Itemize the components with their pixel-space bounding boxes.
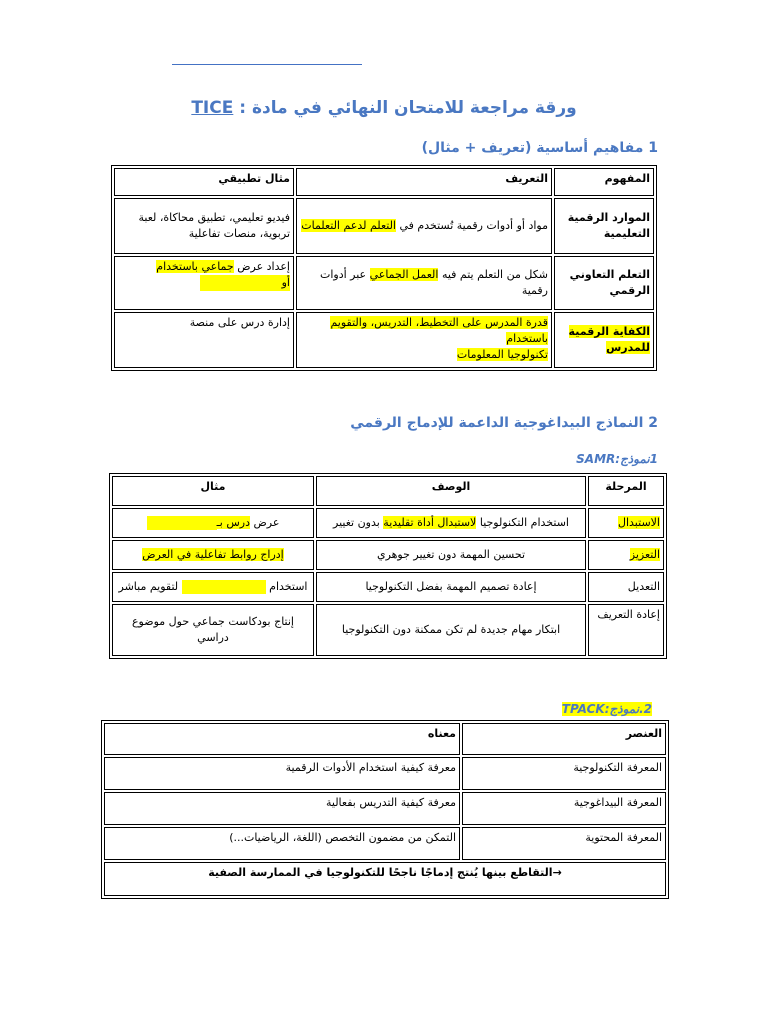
example-cell: إدارة درس على منصة xyxy=(114,312,294,368)
table-row xyxy=(112,604,664,656)
definition-highlight: العمل الجماعي xyxy=(369,268,439,281)
table-header-row xyxy=(114,168,654,196)
definition-cell xyxy=(296,256,552,310)
top-rule xyxy=(172,64,362,65)
table-row xyxy=(114,198,654,254)
meaning-cell: معرفة كيفية استخدام الأدوات الرقمية xyxy=(104,757,460,790)
description-cell: تحسين المهمة دون تغيير جوهري xyxy=(316,540,586,570)
example-text: عرض xyxy=(249,516,280,529)
table-footer-row xyxy=(104,862,666,896)
definition-text: مواد أو أدوات رقمية تُستخدم في xyxy=(395,219,548,232)
col-description: الوصف xyxy=(316,476,586,506)
footer-cell: →التقاطع بينها يُنتج إدماجًا ناجحًا للتكنولوجيا في الممارسة الصفية xyxy=(104,862,666,896)
definition-text: شكل من التعلم يتم فيه xyxy=(438,268,548,281)
example-highlight: إدراج روابط تفاعلية في العرض xyxy=(142,548,284,561)
page-title xyxy=(0,98,768,118)
example-cell xyxy=(112,540,314,570)
samr-label: 1نموذج:SAMR xyxy=(576,452,658,466)
example-highlight: جماعي باستخدام xyxy=(156,260,234,273)
table-row xyxy=(114,256,654,310)
table-row xyxy=(104,757,666,790)
section1-heading: 1 مفاهيم أساسية (تعريف + مثال) xyxy=(421,140,658,156)
table-row xyxy=(112,572,664,602)
col-example: مثال تطبيقي xyxy=(114,168,294,196)
definition-highlight: قدرة المدرس على التخطيط، التدريس، والتقويم باستخدام xyxy=(330,316,548,345)
col-definition: التعريف xyxy=(296,168,552,196)
concept-cell: الموارد الرقمية التعليمية xyxy=(554,198,654,254)
samr-table xyxy=(109,473,667,659)
tpack-label xyxy=(562,702,652,716)
example-cell: إنتاج بودكاست جماعي حول موضوع دراسي xyxy=(112,604,314,656)
description-text: استخدام التكنولوجيا xyxy=(476,516,569,529)
stage-cell: إعادة التعريف xyxy=(588,604,664,656)
tpack-label-text: 2.نموذج:TPACK xyxy=(561,702,652,716)
concept-cell: التعلم التعاوني الرقمي xyxy=(554,256,654,310)
col-meaning: معناه xyxy=(104,723,460,755)
highlight-bar xyxy=(147,516,217,530)
definition-cell xyxy=(296,312,552,368)
highlight-bar xyxy=(182,580,266,594)
col-element: العنصر xyxy=(462,723,666,755)
description-highlight: لاستبدال أداة تقليدية xyxy=(383,516,477,529)
definition-cell xyxy=(296,198,552,254)
table-row xyxy=(114,312,654,368)
description-cell: ابتكار مهام جديدة لم تكن ممكنة دون التكنولوجيا xyxy=(316,604,586,656)
table-header-row xyxy=(112,476,664,506)
stage-cell xyxy=(588,508,664,538)
example-text: استخدام xyxy=(269,580,308,593)
definition-highlight: تكنولوجيا المعلومات xyxy=(456,348,548,361)
tpack-table xyxy=(101,720,669,899)
example-text: لتقويم مباشر xyxy=(118,580,179,593)
stage-highlight: الاستبدال xyxy=(617,516,660,529)
description-cell: إعادة تصميم المهمة بفضل التكنولوجيا xyxy=(316,572,586,602)
example-highlight: أو xyxy=(200,275,290,291)
concept-highlight: الكفاية الرقمية للمدرس xyxy=(568,325,650,354)
table-header-row xyxy=(104,723,666,755)
table-row xyxy=(112,508,664,538)
meaning-cell: معرفة كيفية التدريس بفعالية xyxy=(104,792,460,825)
example-text: إعداد عرض xyxy=(233,260,290,273)
element-cell: المعرفة البيداغوجية xyxy=(462,792,666,825)
concepts-table xyxy=(111,165,657,371)
title-text: ورقة مراجعة للامتحان النهائي في مادة : xyxy=(239,98,577,118)
stage-cell xyxy=(588,540,664,570)
table-row xyxy=(104,827,666,860)
col-concept: المفهوم xyxy=(554,168,654,196)
example-cell: فيديو تعليمي، تطبيق محاكاة، لعبة تربوية، منصات تفاعلية xyxy=(114,198,294,254)
definition-text: عبر أدوات رقمية xyxy=(319,268,548,297)
col-stage: المرحلة xyxy=(588,476,664,506)
example-cell xyxy=(112,572,314,602)
stage-highlight: التعزيز xyxy=(629,548,660,561)
example-highlight: درس بـ xyxy=(216,516,250,529)
description-cell xyxy=(316,508,586,538)
definition-highlight: التعلم لدعم التعلمات xyxy=(301,219,396,232)
table-row xyxy=(112,540,664,570)
description-text: بدون تغيير xyxy=(333,516,384,529)
stage-cell: التعديل xyxy=(588,572,664,602)
element-cell: المعرفة التكنولوجية xyxy=(462,757,666,790)
element-cell: المعرفة المحتوية xyxy=(462,827,666,860)
col-example: مثال xyxy=(112,476,314,506)
section2-heading: 2 النماذج البيداغوجية الداعمة للإدماج الرقمي xyxy=(350,415,658,431)
table-row xyxy=(104,792,666,825)
title-subject: TICE xyxy=(191,98,234,118)
concept-cell xyxy=(554,312,654,368)
example-cell xyxy=(112,508,314,538)
meaning-cell: التمكن من مضمون التخصص (اللغة، الرياضيات...) xyxy=(104,827,460,860)
example-cell xyxy=(114,256,294,310)
